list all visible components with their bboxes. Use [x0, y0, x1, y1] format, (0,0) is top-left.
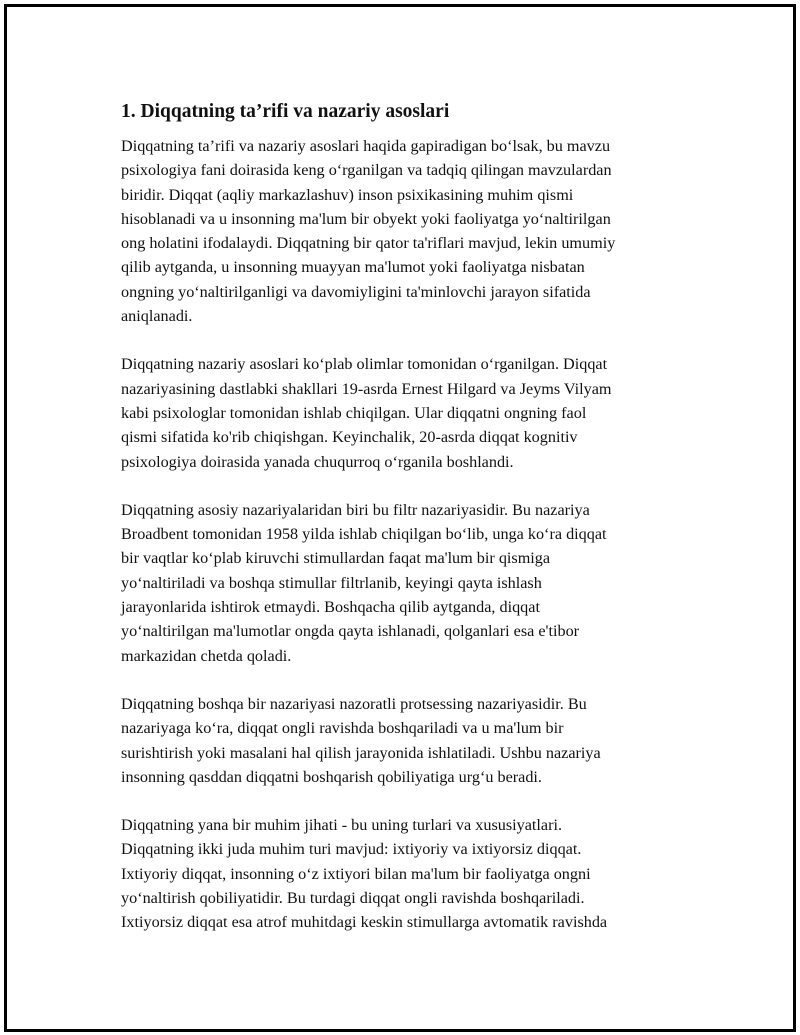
paragraph-controlled-processing: Diqqatning boshqa bir nazariyasi nazoratli protsessing nazariyasidir. Bu nazariyaga ko‘ra, diqqat ongli ravishda boshqariladi va u ma'lum bir surishtirish yoki masalani hal qilish jarayonida ishlatiladi. Ushbu nazariya insonning qasddan diqqatni boshqarish qobiliyatiga urg‘u beradi.	[121, 694, 601, 786]
paragraph-theoretical-foundations: Diqqatning nazariy asoslari ko‘plab olimlar tomonidan o‘rganilgan. Diqqat nazariyasining dastlabki shakllari 19-asrda Ernest Hilgard va Jeyms Vilyam kabi psixologlar tomonidan ishlab chiqilgan. Ular diqqatni ongning faol qismi sifatida ko'rib chiqishgan. Keyinchalik, 20-asrda diqqat kognitiv psixologiya doirasida yanada chuqurroq o‘rganila boshlandi.	[121, 355, 612, 471]
paragraph-definition: Diqqatning ta’rifi va nazariy asoslari haqida gapiradigan bo‘lsak, bu mavzu psixologiya fani doirasida keng o‘rganilgan va tadqiq qilingan mavzulardan biridir. Diqqat (aqliy markazlashuv) inson psixikasining muhim qismi hisoblanadi va u insonning ma'lum bir obyekt yoki faoliyatga yo‘naltirilgan ong holatini ifodalaydi. Diqqatning bir qator ta'riflari mavjud, lekin umumiy qilib aytganda, u insonning muayyan ma'lumot yoki faoliyatga nisbatan ongning yo‘naltirilganligi va davomiyligini ta'minlovchi jarayon sifatida aniqlanadi.	[121, 137, 616, 326]
document-page	[4, 4, 796, 1032]
paragraph-filter-theory: Diqqatning asosiy nazariyalaridan biri bu filtr nazariyasidir. Bu nazariya Broadbent tomonidan 1958 yilda ishlab chiqilgan bo‘lib, unga ko‘ra diqqat bir vaqtlar ko‘plab kiruvchi stimullardan faqat ma'lum bir qismiga yo‘naltiriladi va boshqa stimullar filtrlanib, keyingi qayta ishlash jarayonlarida ishtirok etmaydi. Boshqacha qilib aytganda, diqqat yo‘naltirilgan ma'lumotlar ongda qayta ishlanadi, qolganlari esa e'tibor markazidan chetda qoladi.	[121, 500, 607, 665]
section-heading: 1. Diqqatning ta’rifi va nazariy asoslari	[121, 101, 450, 122]
paragraph-attention-types: Diqqatning yana bir muhim jihati - bu uning turlari va xususiyatlari. Diqqatning ikki juda muhim turi mavjud: ixtiyoriy va ixtiyorsiz diqqat. Ixtiyoriy diqqat, insonning o‘z ixtiyori bilan ma'lum bir faoliyatga ongni yo‘naltirish qobiliyatidir. Bu turdagi diqqat ongli ravishda boshqariladi. Ixtiyorsiz diqqat esa atrof muhitdagi keskin stimullarga avtomatik ravishda	[121, 816, 608, 932]
document-body	[121, 91, 691, 935]
